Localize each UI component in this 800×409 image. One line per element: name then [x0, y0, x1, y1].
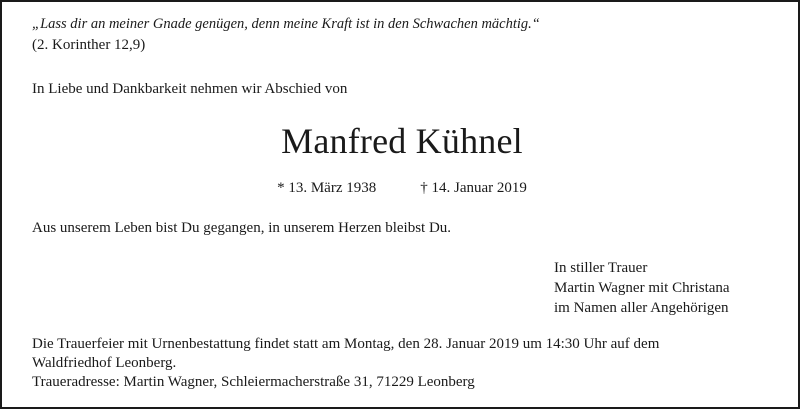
mourning-address: Traueradresse: Martin Wagner, Schleiermacherstraße 31, 71229 Leonberg: [32, 374, 475, 390]
ceremony-info: [32, 335, 659, 392]
ceremony-line-2: Waldfriedhof Leonberg.: [32, 355, 177, 371]
bible-quote: „Lass dir an meiner Gnade genügen, denn meine Kraft ist in den Schwachen mächtig.“: [32, 16, 540, 32]
deceased-name: Manfred Kühnel: [281, 121, 523, 161]
life-dates: [2, 178, 800, 198]
signature-line-2: Martin Wagner mit Christana: [554, 280, 730, 296]
signature-block: [554, 258, 730, 318]
signature-line-3: im Namen aller Angehörigen: [554, 300, 729, 316]
birth-date: * 13. März 1938: [277, 180, 377, 196]
farewell-line: Aus unserem Leben bist Du gegangen, in unserem Herzen bleibst Du.: [32, 220, 452, 236]
ceremony-line-1: Die Trauerfeier mit Urnenbestattung findet statt am Montag, den 28. Januar 2019 um 14:30 Uhr auf dem: [32, 336, 660, 352]
signature-line-1: In stiller Trauer: [554, 260, 648, 276]
farewell-intro: In Liebe und Dankbarkeit nehmen wir Abschied von: [32, 81, 348, 97]
bible-reference: (2. Korinther 12,9): [32, 37, 146, 53]
death-date: † 14. Januar 2019: [420, 180, 527, 196]
